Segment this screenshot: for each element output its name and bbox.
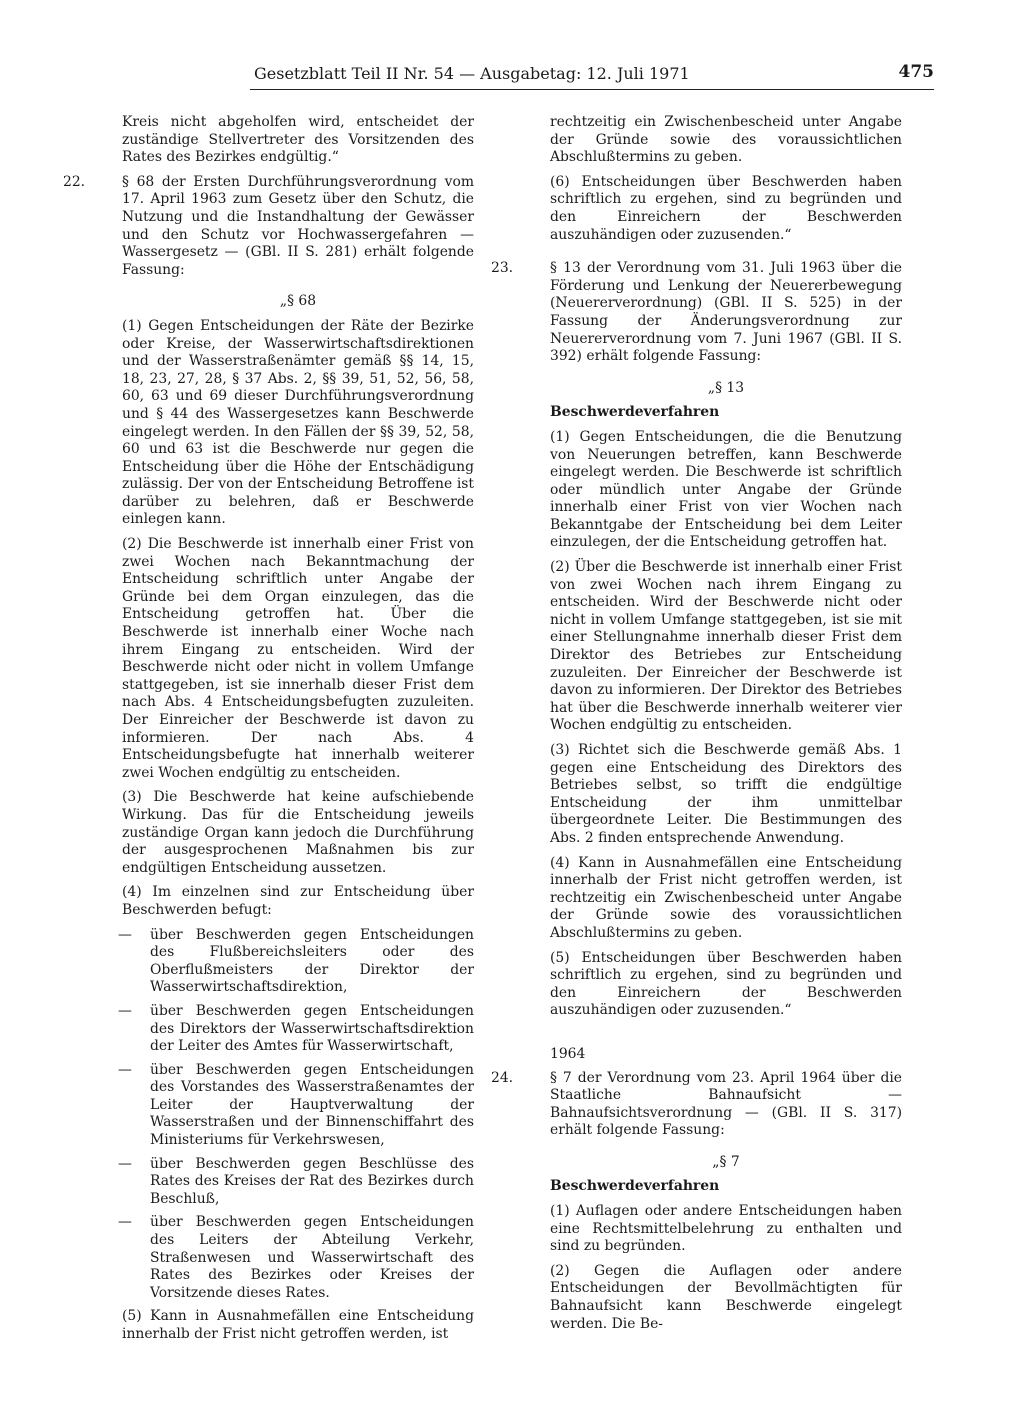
- item-number: 24.: [491, 1069, 514, 1086]
- item-22: [63, 173, 474, 280]
- dash-item: [92, 927, 474, 997]
- item-intro: § 68 der Ersten Durchführungsverordnung vom 17. April 1963 zum Gesetz über den Schutz, die Nutzung und die Instandhaltung der Gewässer und den Schutz vor Hochwassergefahren — Wassergesetz — (GBl. II S. 281) erhält folgende Fassung:: [122, 173, 474, 278]
- item-number: 22.: [63, 173, 86, 190]
- item-24: [491, 1069, 902, 1140]
- dash-mark: —: [118, 1155, 132, 1172]
- section-title: „§ 68: [279, 293, 317, 310]
- page-number: 475: [898, 62, 934, 82]
- dash-mark: —: [118, 1061, 132, 1078]
- right-column: [491, 114, 902, 1340]
- item-23: [491, 260, 902, 366]
- item-number: 23.: [491, 260, 514, 277]
- continued-paragraph: rechtzeitig ein Zwischenbescheid unter Angabe der Gründe sowie des voraussichtlichen Abschlußtermins zu geben.: [550, 114, 902, 166]
- section-title: „§ 7: [712, 1153, 740, 1170]
- paragraph-3: (3) Die Beschwerde hat keine aufschiebende Wirkung. Das für die Entscheidung jeweils zuständige Organ kann jedoch die Durchführung der ausgesprochenen Maßnahmen bis zur endgültigen Entscheidung aussetzen.: [122, 789, 474, 876]
- paragraph-3: (3) Richtet sich die Beschwerde gemäß Abs. 1 gegen eine Entscheidung des Direktors des Betriebes selbst, so trifft die endgültige Entscheidung der ihm unmittelbar übergeordnete Leiter. Die Bestimmungen des Abs. 2 finden entsprechende Anwendung.: [550, 742, 902, 846]
- paragraph-5: (5) Entscheidungen über Beschwerden haben schriftlich zu ergehen, sind zu begründen und den Einreichern der Beschwerden auszuhändigen oder zuzusenden.“: [550, 949, 902, 1019]
- paragraph-2: (2) Über die Beschwerde ist innerhalb einer Frist von zwei Wochen nach ihrem Eingang zu entscheiden. Wird der Beschwerde nicht oder nicht in vollem Umfange stattgegeben, ist sie mit einer Stellungnahme innerhalb dieser Frist dem Direktor des Betriebes zur Entscheidung zuzuleiten. Der Einreicher der Beschwerde ist davon zu informieren. Der Direktor des Betriebes hat über die Beschwerde innerhalb weiterer vier Wochen endgültig zu entscheiden.: [550, 559, 902, 734]
- item-intro: § 13 der Verordnung vom 31. Juli 1963 über die Förderung und Lenkung der Neuererbewegung (Neuererverordnung) (GBl. II S. 525) in der Fassung der Änderungsverordnung zur Neuererverordnung vom 7. Juni 1967 (GBl. II S. 392) erhält folgende Fassung:: [550, 260, 902, 365]
- dash-text: über Beschwerden gegen Beschlüsse des Rates des Kreises der Rat des Bezirkes durch Beschluß,: [150, 1155, 474, 1207]
- paragraph-1: (1) Gegen Entscheidungen der Räte der Bezirke oder Kreise, der Wasserwirtschaftsdirektionen und der Wasserstraßenämter gemäß §§ 14, 15, 18, 23, 27, 28, § 37 Abs. 2, §§ 39, 51, 52, 56, 58, 60, 63 und 69 dieser Durchführungsverordnung und § 44 des Wassergesetzes kann Beschwerde eingelegt werden. In den Fällen der §§ 39, 52, 58, 60 und 63 ist die Beschwerde nur gegen die Entscheidung über die Höhe der Entschädigung zulässig. Der von der Entscheidung Betroffene ist darüber zu belehren, daß er Beschwerde einlegen kann.: [122, 317, 474, 528]
- year-heading: 1964: [550, 1045, 586, 1062]
- paragraph-1: (1) Auflagen oder andere Entscheidungen haben eine Rechtsmittelbelehrung zu enthalten und sind zu begründen.: [550, 1203, 902, 1255]
- dash-text: über Beschwerden gegen Entscheidungen des Direktors der Wasserwirtschaftsdirektion der Leiter des Amtes für Wasserwirtschaft,: [150, 1002, 474, 1055]
- dash-item: [92, 1003, 474, 1056]
- dash-item: [92, 1062, 474, 1150]
- paragraph-2: (2) Die Beschwerde ist innerhalb einer Frist von zwei Wochen nach Bekanntmachung der Entscheidung schriftlich unter Angabe der Gründe bei dem Organ einzulegen, das die Entscheidung getroffen hat. Über die Beschwerde ist innerhalb einer Woche nach ihrem Eingang zu entscheiden. Wird der Beschwerde nicht oder nicht in vollem Umfange stattgegeben, ist sie innerhalb dieser Frist dem nach Abs. 4 Entscheidungsbefugten zuzuleiten. Der Einreicher der Beschwerde ist davon zu informieren. Der nach Abs. 4 Entscheidungsbefugte hat innerhalb weiterer zwei Wochen endgültig zu entscheiden.: [122, 536, 474, 781]
- dash-item: [92, 1214, 474, 1302]
- dash-text: über Beschwerden gegen Entscheidungen des Vorstandes des Wasserstraßenamtes der Leiter der Hauptverwaltung der Wasserstraßen und der Binnenschiffahrt des Ministeriums für Verkehrswesen,: [150, 1061, 474, 1149]
- item-intro: § 7 der Verordnung vom 23. April 1964 über die Staatliche Bahnaufsicht — Bahnaufsichtsverordnung — (GBl. II S. 317) erhält folgende Fassung:: [550, 1069, 902, 1139]
- continued-paragraph: Kreis nicht abgeholfen wird, entscheidet der zuständige Stellvertreter des Vorsitzenden des Rates des Bezirkes endgültig.“: [122, 114, 474, 166]
- paragraph-4: (4) Im einzelnen sind zur Entscheidung über Beschwerden befugt:: [122, 884, 474, 918]
- dash-item: [92, 1156, 474, 1209]
- section-heading: Beschwerdeverfahren: [550, 404, 720, 421]
- section-heading: Beschwerdeverfahren: [550, 1178, 720, 1195]
- paragraph-2: (2) Gegen die Auflagen oder andere Entscheidungen der Bevollmächtigten für Bahnaufsicht kann Beschwerde eingelegt werden. Die Be-: [550, 1262, 902, 1332]
- section-title: „§ 13: [707, 379, 745, 396]
- dash-mark: —: [118, 926, 132, 943]
- paragraph-5: (5) Kann in Ausnahmefällen eine Entscheidung innerhalb der Frist nicht getroffen werden, ist: [122, 1308, 474, 1342]
- paragraph-1: (1) Gegen Entscheidungen, die die Benutzung von Neuerungen betreffen, kann Beschwerde eingelegt werden. Die Beschwerde ist schriftlich oder mündlich unter Angabe der Gründe innerhalb einer Frist von vier Wochen nach Bekanntgabe der Entscheidung bei dem Leiter einzulegen, der die Entscheidung getroffen hat.: [550, 428, 902, 551]
- left-column: [63, 114, 474, 1351]
- dash-mark: —: [118, 1214, 132, 1231]
- paragraph-4: (4) Kann in Ausnahmefällen eine Entscheidung innerhalb der Frist nicht getroffen werden, ist rechtzeitig ein Zwischenbescheid unter Angabe der Gründe sowie des voraussichtlichen Abschlußtermins zu geben.: [550, 854, 902, 941]
- paragraph-6: (6) Entscheidungen über Beschwerden haben schriftlich zu ergehen, sind zu begründen und den Einreichern der Beschwerden auszuhändigen oder zuzusenden.“: [550, 173, 902, 243]
- header-rule: [250, 89, 934, 90]
- running-header: Gesetzblatt Teil II Nr. 54 — Ausgabetag: 12. Juli 1971: [254, 64, 690, 83]
- dash-text: über Beschwerden gegen Entscheidungen des Flußbereichsleiters oder des Oberflußmeisters der Direktor der Wasserwirtschaftsdirektion,: [150, 926, 474, 996]
- dash-mark: —: [118, 1002, 132, 1019]
- page-header: [250, 62, 934, 94]
- dash-text: über Beschwerden gegen Entscheidungen des Leiters der Abteilung Verkehr, Straßenwesen und Wasserwirtschaft des Rates des Bezirkes oder Kreises der Vorsitzende dieses Rates.: [150, 1214, 474, 1301]
